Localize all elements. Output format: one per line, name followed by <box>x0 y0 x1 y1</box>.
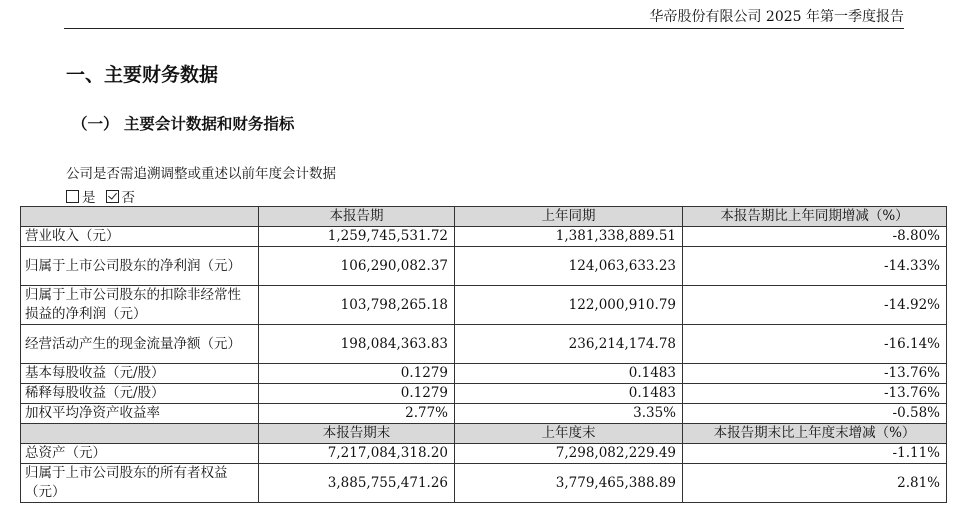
prior-value: 0.1483 <box>455 364 683 384</box>
change-value: -0.58% <box>683 404 947 424</box>
page-header <box>64 0 904 29</box>
change-value: 2.81% <box>683 464 947 503</box>
section-title: 一、主要财务数据 <box>66 64 219 86</box>
table-row <box>21 404 947 424</box>
adjust-options <box>66 186 135 206</box>
current-value: 0.1279 <box>259 364 455 384</box>
row-label: 归属于上市公司股东的所有者权益（元） <box>21 464 259 503</box>
table-row <box>21 364 947 384</box>
prior-value: 1,381,338,889.51 <box>455 227 683 247</box>
change-value: -1.11% <box>683 444 947 464</box>
table-row <box>21 464 947 503</box>
table-row <box>21 384 947 404</box>
header-cell <box>21 207 259 227</box>
header-cell: 上年度末 <box>455 424 683 444</box>
row-label: 归属于上市公司股东的净利润（元） <box>21 247 259 286</box>
header-cell: 本报告期末比上年度末增减（%） <box>683 424 947 444</box>
checkbox-no-checked[interactable] <box>106 190 119 203</box>
current-value: 106,290,082.37 <box>259 247 455 286</box>
header-cell: 本报告期 <box>259 207 455 227</box>
header-cell: 本报告期末 <box>259 424 455 444</box>
table-row <box>21 286 947 325</box>
adjust-question: 公司是否需追溯调整或重述以前年度会计数据 <box>66 166 336 182</box>
table-row <box>21 247 947 286</box>
current-value: 198,084,363.83 <box>259 325 455 364</box>
row-label: 基本每股收益（元/股） <box>21 364 259 384</box>
header-cell: 上年同期 <box>455 207 683 227</box>
current-value: 103,798,265.18 <box>259 286 455 325</box>
current-value: 3,885,755,471.26 <box>259 464 455 503</box>
change-value: -13.76% <box>683 364 947 384</box>
prior-value: 122,000,910.79 <box>455 286 683 325</box>
table-row <box>21 325 947 364</box>
row-label: 总资产（元） <box>21 444 259 464</box>
row-label: 营业收入（元） <box>21 227 259 247</box>
change-value: -14.33% <box>683 247 947 286</box>
financial-data-table <box>20 206 947 503</box>
change-value: -14.92% <box>683 286 947 325</box>
change-value: -16.14% <box>683 325 947 364</box>
prior-value: 124,063,633.23 <box>455 247 683 286</box>
prior-value: 3.35% <box>455 404 683 424</box>
table-header-row <box>21 207 947 227</box>
table-subheader-row <box>21 424 947 444</box>
current-value: 7,217,084,318.20 <box>259 444 455 464</box>
change-value: -13.76% <box>683 384 947 404</box>
change-value: -8.80% <box>683 227 947 247</box>
row-label: 稀释每股收益（元/股） <box>21 384 259 404</box>
table-row <box>21 444 947 464</box>
checkbox-yes[interactable] <box>66 190 79 203</box>
current-value: 2.77% <box>259 404 455 424</box>
prior-value: 3,779,465,388.89 <box>455 464 683 503</box>
table-row <box>21 227 947 247</box>
prior-value: 0.1483 <box>455 384 683 404</box>
current-value: 0.1279 <box>259 384 455 404</box>
report-title: 华帝股份有限公司 2025 年第一季度报告 <box>649 9 904 25</box>
row-label: 归属于上市公司股东的扣除非经常性损益的净利润（元） <box>21 286 259 325</box>
option-yes-label: 是 <box>82 190 96 206</box>
row-label: 加权平均净资产收益率 <box>21 404 259 424</box>
option-no-label: 否 <box>121 190 135 206</box>
row-label: 经营活动产生的现金流量净额（元） <box>21 325 259 364</box>
header-cell <box>21 424 259 444</box>
prior-value: 7,298,082,229.49 <box>455 444 683 464</box>
prior-value: 236,214,174.78 <box>455 325 683 364</box>
current-value: 1,259,745,531.72 <box>259 227 455 247</box>
header-cell: 本报告期比上年同期增减（%） <box>683 207 947 227</box>
subsection-title: （一） 主要会计数据和财务指标 <box>72 114 295 133</box>
